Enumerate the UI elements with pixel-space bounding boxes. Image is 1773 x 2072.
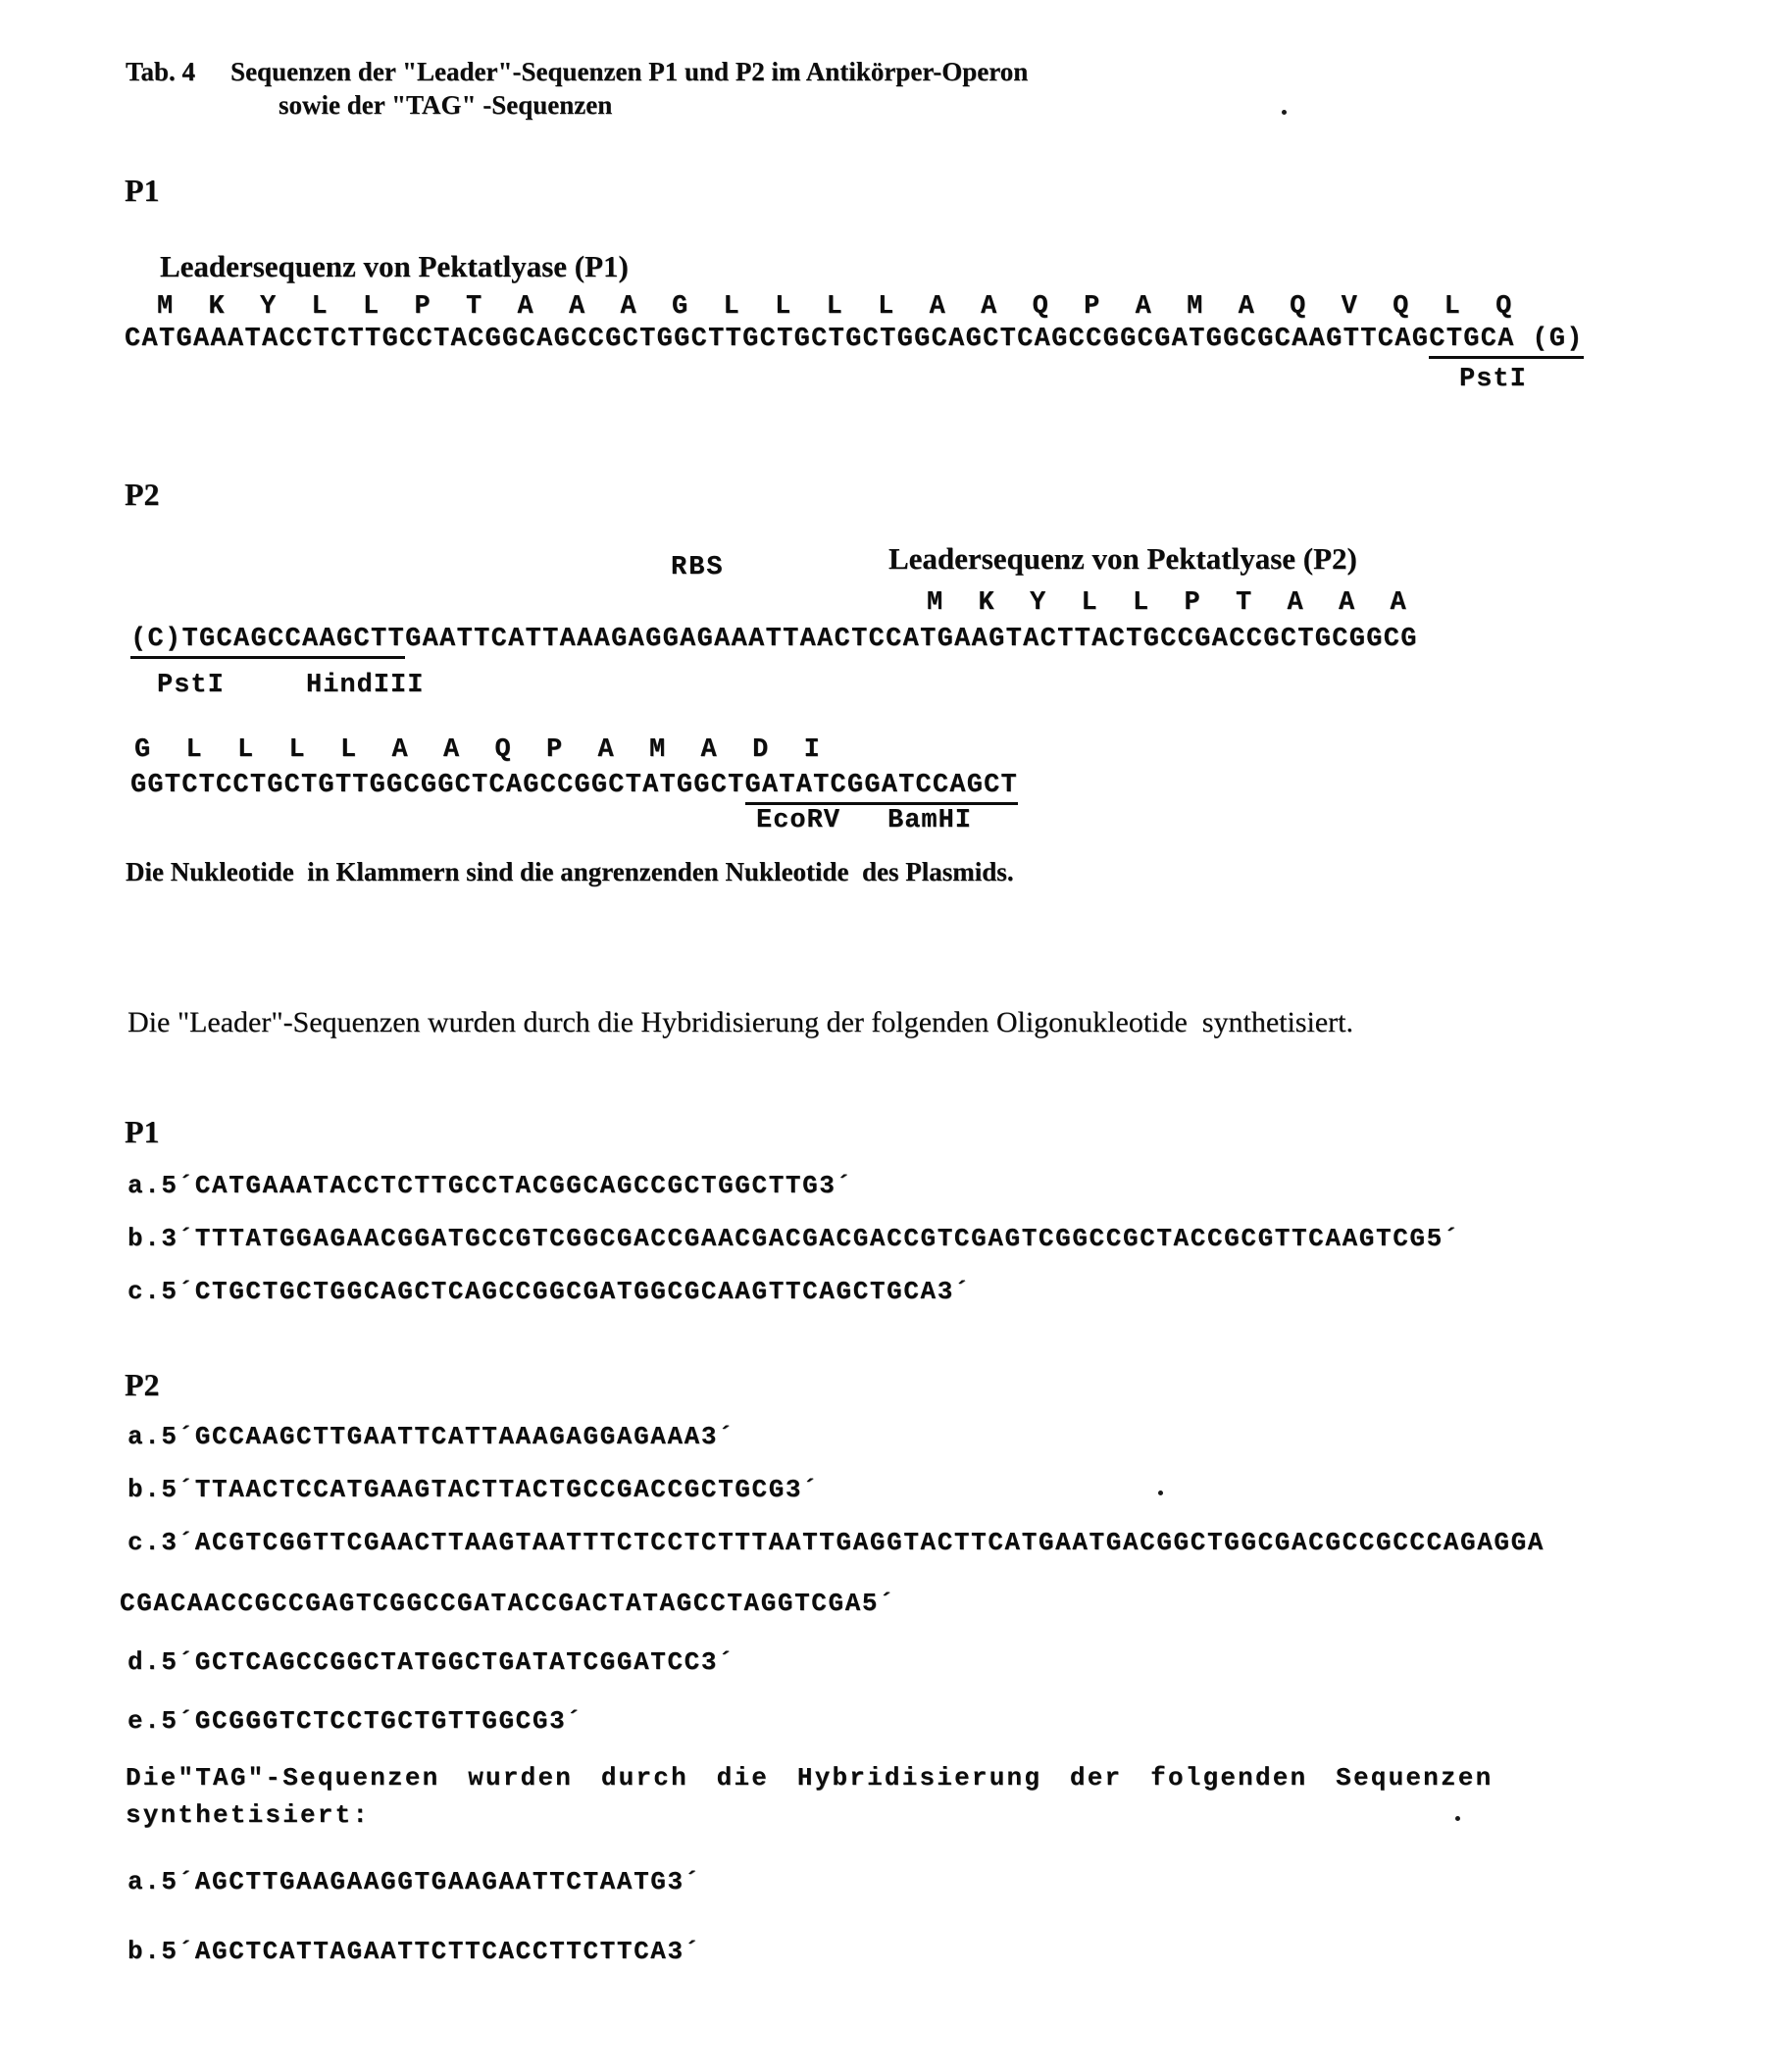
table-number: Tab. 4 bbox=[126, 57, 196, 86]
tag-heading-line1: Die"TAG"-Sequenzen wurden durch die Hybridisierung der folgenden Sequenzen bbox=[126, 1763, 1494, 1793]
p2-dna2-main: GGTCTCCTGCTGTTGGCGGCTCAGCCGGCTATGGCT bbox=[130, 771, 745, 800]
p1-enzyme-psti-label: PstI bbox=[1459, 365, 1527, 394]
p2-dna-row-2 bbox=[130, 771, 1018, 800]
p1-dna-main: CATGAAATACCTCTTGCCTACGGCAGCCGCTGGCTTGCTGCTGCTGGCAGCTCAGCCGGCGATGGCGCAAGTTCAG bbox=[125, 325, 1430, 354]
p1-dna-row bbox=[125, 325, 1584, 354]
p1-oligos-heading: P1 bbox=[125, 1114, 160, 1149]
p2-oligo-c-line1: c.3´ACGTCGGTTCGAACTTAAGTAATTTCTCCTCTTTAATTGAGGTACTTCATGAATGACGGCTGGCGACGCCGCCCAGAGGA bbox=[127, 1528, 1545, 1557]
scan-speck bbox=[1158, 1491, 1163, 1495]
p2-rbs-label: RBS bbox=[671, 553, 725, 582]
p2-section-heading: P2 bbox=[125, 477, 160, 512]
p2-enzyme-ecorv-label: EcoRV bbox=[756, 806, 841, 835]
p1-oligo-a: a.5´CATGAAATACCTCTTGCCTACGGCAGCCGCTGGCTTG3´ bbox=[127, 1171, 853, 1200]
scan-speck bbox=[1282, 110, 1287, 115]
p1-oligo-c: c.5´CTGCTGCTGGCAGCTCAGCCGGCGATGGCGCAAGTTCAGCTGCA3´ bbox=[127, 1277, 972, 1306]
p2-caption: Leadersequenz von Pektatlyase (P2) bbox=[888, 541, 1357, 576]
p2-oligo-b: b.5´TTAACTCCATGAAGTACTTACTGCCGACCGCTGCG3´ bbox=[127, 1475, 820, 1504]
p2-psti-site: (C)TGCAGCC bbox=[130, 625, 302, 659]
p2-amino-acid-row-1: M K Y L L P T A A A bbox=[927, 588, 1408, 618]
p2-dna-row-1 bbox=[130, 625, 1418, 654]
hybridization-intro: Die "Leader"-Sequenzen wurden durch die Hybridisierung der folgenden Oligonukleotide synthetisiert. bbox=[127, 1006, 1353, 1038]
p2-oligo-a: a.5´GCCAAGCTTGAATTCATTAAAGAGGAGAAA3´ bbox=[127, 1422, 735, 1451]
p2-enzyme-bamhi-label: BamHI bbox=[887, 806, 973, 835]
p1-section-heading: P1 bbox=[125, 173, 160, 208]
p2-enzyme-psti-label: PstI bbox=[157, 671, 225, 700]
tag-heading-line2: synthetisiert: bbox=[126, 1800, 371, 1830]
p2-oligo-e: e.5´GCGGGTCTCCTGCTGTTGGCG3´ bbox=[127, 1706, 583, 1736]
table-title-text: Sequenzen der "Leader"-Sequenzen P1 und P2 im Antikörper-Operon bbox=[230, 57, 1029, 86]
p2-amino-acid-row-2: G L L L L A A Q P A M A D I bbox=[134, 735, 822, 765]
p1-amino-acid-row: M K Y L L P T A A A G L L L L A A Q P A M A Q V Q L Q bbox=[157, 292, 1513, 322]
p2-ecorv-bamhi-sites: GATATCGGATCCAGCT bbox=[745, 771, 1018, 805]
table-title-line1 bbox=[126, 57, 1028, 87]
p2-dna1-rest: GAATTCATTAAAGAGGAGAAATTAACTCCATGAAGTACTTACTGCCGACCGCTGCGGCG bbox=[405, 625, 1418, 654]
tag-oligo-b: b.5´AGCTCATTAGAATTCTTCACCTTCTTCA3´ bbox=[127, 1937, 701, 1966]
p1-psti-site: CTGCA (G) bbox=[1429, 325, 1584, 359]
p2-oligo-d: d.5´GCTCAGCCGGCTATGGCTGATATCGGATCC3´ bbox=[127, 1647, 735, 1677]
p2-oligos-heading: P2 bbox=[125, 1367, 160, 1402]
p2-enzyme-hindiii-label: HindIII bbox=[306, 671, 425, 700]
p2-hindiii-site: AAGCTT bbox=[302, 625, 405, 659]
tag-oligo-a: a.5´AGCTTGAAGAAGGTGAAGAATTCTAATG3´ bbox=[127, 1867, 701, 1896]
scan-speck bbox=[1455, 1816, 1460, 1821]
plasmid-note: Die Nukleotide in Klammern sind die angrenzenden Nukleotide des Plasmids. bbox=[126, 857, 1014, 886]
p2-oligo-c-line2: CGACAACCGCCGAGTCGGCCGATACCGACTATAGCCTAGGTCGA5´ bbox=[120, 1589, 896, 1618]
p1-oligo-b: b.3´TTTATGGAGAACGGATGCCGTCGGCGACCGAACGACGACGACCGTCGAGTCGGCCGCTACCGCGTTCAAGTCG5´ bbox=[127, 1224, 1460, 1253]
p1-caption: Leadersequenz von Pektatlyase (P1) bbox=[160, 249, 629, 283]
table-title-line2: sowie der "TAG" -Sequenzen bbox=[279, 90, 613, 120]
